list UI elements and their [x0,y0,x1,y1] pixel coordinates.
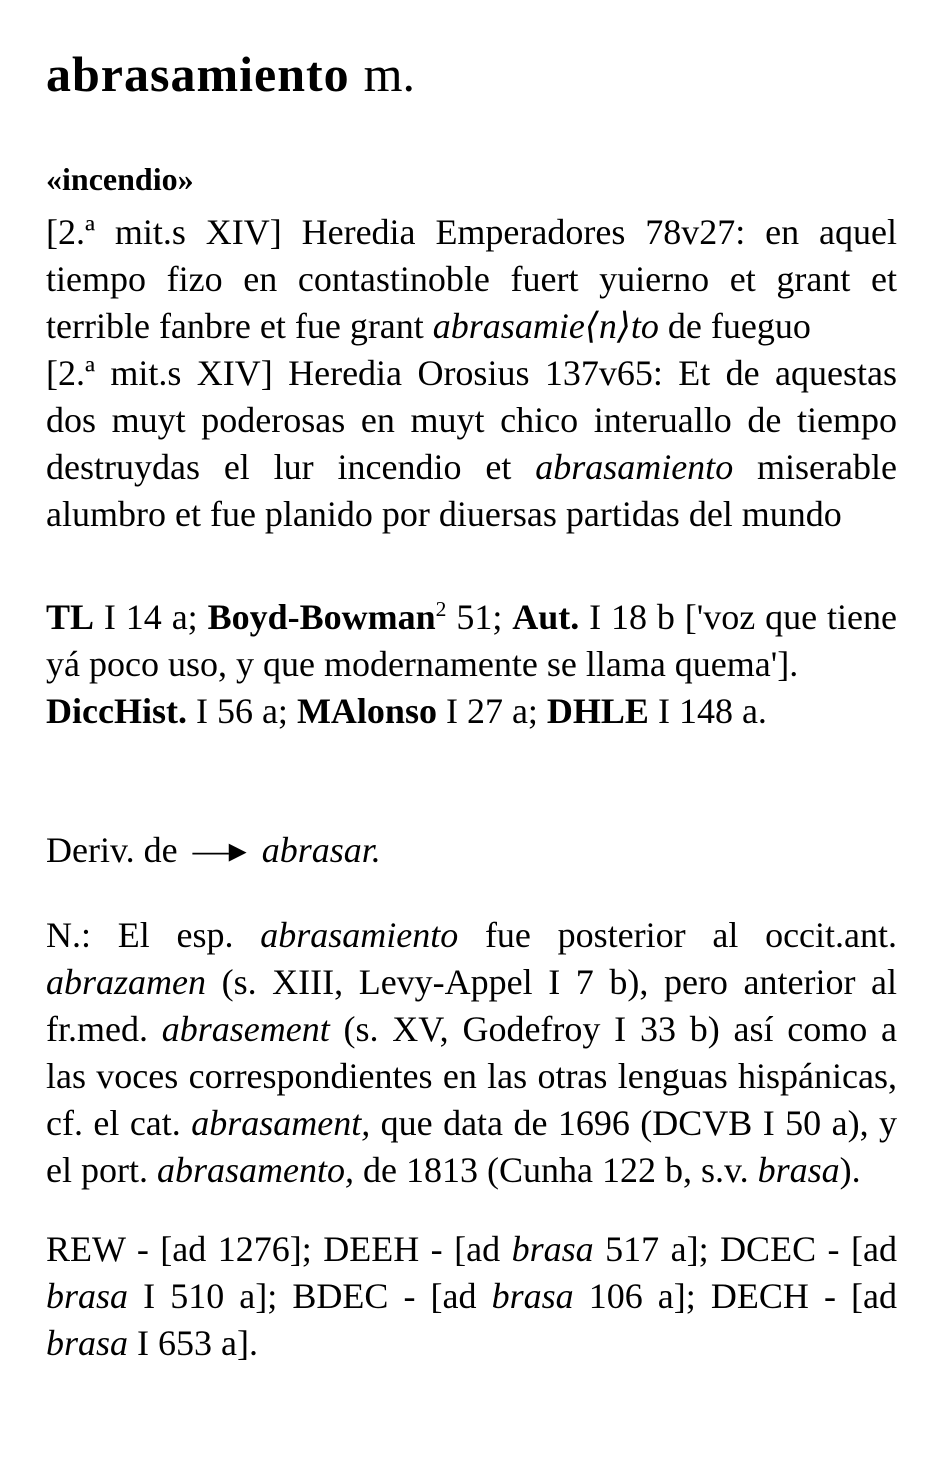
etymology-references [46,1226,897,1367]
citation-text: en aquel tiempo fizo en contastinoble fuert yuierno et grant et terrible fanbre et fue grant [46,212,898,346]
etym-form: brasa [491,1276,574,1316]
ref-source: MAlonso [296,691,437,731]
grammar-tag: m. [363,46,416,102]
entry-header [46,42,897,111]
etym-form: brasa [46,1323,129,1363]
note-text: fue posterior al occit.ant. [458,915,898,955]
ref-locator: 51; [446,597,513,637]
derivation [46,827,897,874]
citation-form: abrasamie⟨n⟩to [432,306,659,346]
etym-text: 106 a]; DECH - [ad [573,1276,897,1316]
note-text: de 1813 (Cunha 122 b, s.v. [353,1150,758,1190]
etym-text: REW - [ad 1276]; DEEH - [ad [46,1229,512,1269]
citation-form: abrasamiento [535,447,734,487]
citation-text: miserable alumbro et fue planido por diuersas partidas del mundo [46,447,897,534]
note [46,912,897,1194]
note-form: abrasamento, [156,1150,354,1190]
note-form: abrasamiento [260,915,459,955]
ref-source: Aut. [512,597,580,637]
note-label: N.: [46,915,91,955]
note-form: abrazamen [46,962,206,1002]
references [46,594,897,735]
ref-source: DiccHist. [46,691,187,731]
citation-text: Et de aquestas dos muyt poderosas en muyt chico interuallo de tiempo destruydas el lur incendio et [46,353,897,487]
gloss: «incendio» [46,161,194,197]
note-form: abrasement [161,1009,330,1049]
headword: abrasamiento [46,46,350,102]
citation-source: [2.ª mit.s XIV] Heredia Orosius 137v65: [46,353,663,393]
citation-text: de fueguo [658,306,811,346]
note-form: abrasament, [191,1103,371,1143]
ref-locator: I 18 b ['voz que tiene yá poco uso, y que modernamente se llama quema']. [46,597,897,684]
ref-locator: I 14 a; [94,597,208,637]
ref-source: TL [46,597,95,637]
note-text: (s. XIII, Levy-Appel I 7 b), pero anterior al fr.med. [46,962,897,1049]
references-line-2 [46,688,897,735]
ref-source: Boyd-Bowman [207,597,436,637]
ref-edition: 2 [435,597,447,621]
derivation-prefix: Deriv. de [46,830,178,870]
note-text: que data de 1696 (DCVB I 50 a), y el port. [46,1103,897,1190]
citation-1 [46,209,897,350]
references-line-1 [46,594,897,688]
note-text: (s. XV, Godefroy I 33 b) así como a las voces correspondientes en las otras lenguas hispánicas, cf. el cat. [46,1009,897,1143]
note-text: ). [839,1150,861,1190]
ref-locator: I 148 a. [648,691,767,731]
etym-text: I 510 a]; BDEC - [ad [128,1276,492,1316]
ref-source: DHLE [546,691,649,731]
ref-locator: I 56 a; [186,691,297,731]
note-form: brasa [757,1150,840,1190]
ref-locator: I 27 a; [436,691,547,731]
derivation-target: abrasar. [261,830,381,870]
citation-source: [2.ª mit.s XIV] Heredia Emperadores 78v27: [46,212,746,252]
arrow-icon: —▸ [192,830,247,870]
etym-form: brasa [46,1276,129,1316]
citation-2 [46,350,897,538]
etym-text: I 653 a]. [128,1323,258,1363]
etym-text: 517 a]; DCEC - [ad [593,1229,897,1269]
note-text: El esp. [91,915,261,955]
etym-form: brasa [511,1229,594,1269]
